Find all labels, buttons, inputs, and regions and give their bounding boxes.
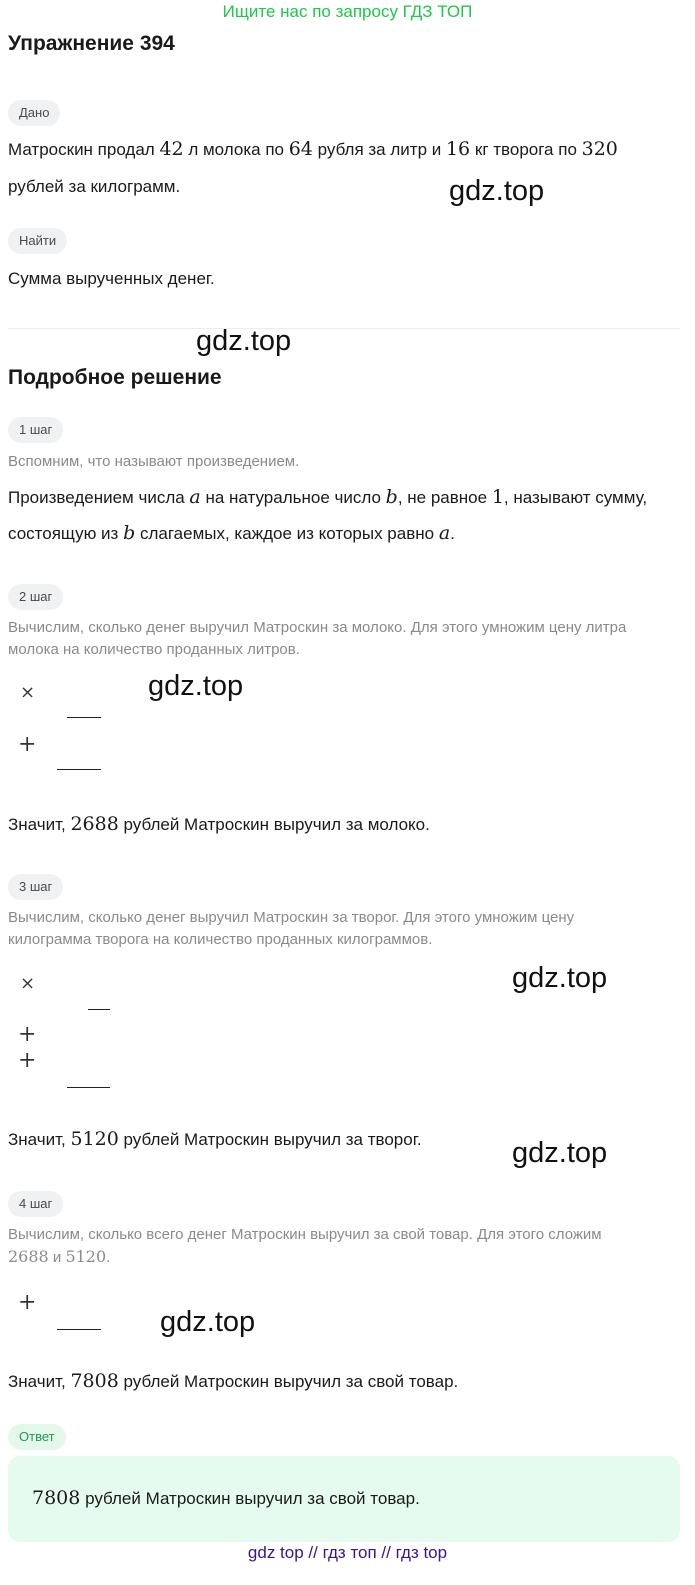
watermark: gdz.top xyxy=(512,1137,608,1169)
answer-tag: Ответ xyxy=(8,1424,66,1450)
watermark: gdz.top xyxy=(160,1306,256,1338)
plus-sign: + xyxy=(18,1048,37,1073)
step2-tag: 2 шаг xyxy=(8,584,63,610)
step4-conclusion: Значит, 7808 рублей Матроскин выручил за свой товар. xyxy=(8,1370,459,1392)
plus-sign: + xyxy=(18,1022,37,1047)
step3-intro-line1: Вычислим, сколько денег выручил Матроскин за творог. Для этого умножим цену xyxy=(8,909,575,926)
column-line xyxy=(67,717,101,718)
step3-tag: 3 шаг xyxy=(8,874,63,900)
step1-intro: Вспомним, что называют произведением. xyxy=(8,453,300,470)
plus-sign: + xyxy=(18,1290,37,1315)
times-sign: × xyxy=(20,973,36,994)
column-line xyxy=(88,1009,110,1010)
times-sign: × xyxy=(20,682,36,703)
step3-conclusion: Значит, 5120 рублей Матроскин выручил за творог. xyxy=(8,1128,422,1150)
watermark: gdz.top xyxy=(196,325,292,357)
divider xyxy=(8,328,680,329)
plus-sign: + xyxy=(18,732,37,757)
given-text-line1: Матроскин продал 42 л молока по 64 рубля за литр и 16 кг творога по 320 xyxy=(8,138,618,160)
column-line xyxy=(67,1087,110,1088)
page-title: Упражнение 394 xyxy=(8,32,175,55)
step1-definition-line1: Произведением числа a на натуральное число b, не равное 1, называют сумму, xyxy=(8,486,648,508)
step1-tag: 1 шаг xyxy=(8,417,63,443)
step2-conclusion: Значит, 2688 рублей Матроскин выручил за молоко. xyxy=(8,813,430,835)
find-text: Сумма вырученных денег. xyxy=(8,269,215,288)
footer-links[interactable]: gdz top // гдз топ // гдз top xyxy=(247,1543,448,1562)
column-line xyxy=(57,1329,101,1330)
given-text-line2: рублей за килограмм. xyxy=(8,177,181,196)
watermark: gdz.top xyxy=(512,962,608,994)
step4-intro-line1: Вычислим, сколько всего денег Матроскин выручил за свой товар. Для этого сложим xyxy=(8,1226,602,1243)
given-tag: Дано xyxy=(8,100,60,126)
step1-definition-line2: состоящую из b слагаемых, каждое из которых равно a. xyxy=(8,522,455,544)
find-tag: Найти xyxy=(8,228,67,254)
top-banner[interactable]: Ищите нас по запросу ГДЗ ТОП xyxy=(222,2,473,21)
step4-tag: 4 шаг xyxy=(8,1191,63,1217)
answer-text: 7808 рублей Матроскин выручил за свой товар. xyxy=(32,1487,420,1509)
watermark: gdz.top xyxy=(449,175,545,207)
step2-intro-line2: молока на количество проданных литров. xyxy=(8,641,300,658)
column-line xyxy=(57,769,101,770)
step4-intro-line2: 2688 и 5120. xyxy=(8,1247,111,1266)
step3-intro-line2: килограмма творога на количество проданных килограммов. xyxy=(8,931,433,948)
solution-title: Подробное решение xyxy=(8,366,222,389)
step2-intro-line1: Вычислим, сколько денег выручил Матроскин за молоко. Для этого умножим цену литра xyxy=(8,619,627,636)
watermark: gdz.top xyxy=(148,670,244,702)
